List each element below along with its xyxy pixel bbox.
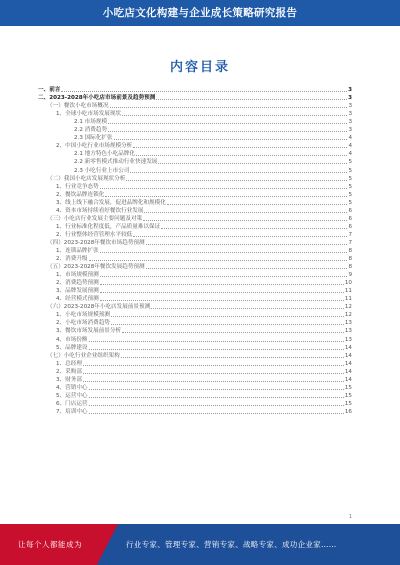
toc-entry[interactable] (38, 165, 352, 173)
toc-entry-text: 2、餐饮品牌连锁化 (56, 191, 105, 198)
toc-entry-text: （七）小吃行业企业组织架构 (47, 352, 120, 359)
toc-entry-page: 5 (348, 199, 352, 206)
toc-entry[interactable] (38, 238, 352, 246)
toc-entry[interactable] (38, 206, 352, 214)
toc-leader-dots (100, 292, 344, 293)
toc-leader-dots (61, 91, 347, 92)
toc-leader-dots (144, 212, 347, 213)
toc-entry-text: 1、全球小吃市场发展现状 (56, 111, 122, 118)
footer-slogan: 让每个人都能成为 (18, 540, 82, 549)
toc-entry-text: 5、运营中心 (56, 392, 88, 399)
toc-leader-dots (83, 373, 344, 374)
toc-entry[interactable] (38, 262, 352, 270)
toc-entry-page: 8 (348, 256, 352, 263)
toc-entry-text: 一、前言 (38, 87, 61, 94)
toc-entry-page: 12 (344, 304, 352, 311)
toc-leader-dots (89, 389, 344, 390)
toc-leader-dots (111, 316, 344, 317)
toc-leader-dots (146, 244, 348, 245)
toc-leader-dots (133, 236, 347, 237)
toc-entry[interactable] (38, 407, 352, 415)
toc-entry[interactable] (38, 190, 352, 198)
toc-entry-text: 5、品牌建设 (56, 344, 88, 351)
toc-entry-text: 3、财务部 (56, 376, 82, 383)
toc-entry-page: 11 (344, 296, 352, 303)
toc-entry[interactable] (38, 286, 352, 294)
toc-title: 内容目录 (169, 60, 230, 75)
toc-entry-page: 14 (344, 352, 352, 359)
toc-entry[interactable] (38, 399, 352, 407)
document-header (0, 0, 400, 26)
toc-entry-page: 15 (344, 400, 352, 407)
toc-entry-page: 5 (348, 159, 352, 166)
toc-entry-page: 15 (344, 392, 352, 399)
toc-entry-page: 6 (348, 215, 352, 222)
toc-leader-dots (100, 284, 344, 285)
toc-entry-page: 5 (348, 175, 352, 182)
toc-entry-text: （三）小吃店行业发展主要问题及对策 (47, 215, 143, 222)
toc-entry-text: 二、2023-2028年小吃店市场前景及趋势预测 (38, 95, 156, 102)
toc-entry[interactable] (38, 294, 352, 302)
toc-entry-text: 1、行业标准化程度低，产品质量难以保证 (56, 223, 161, 230)
toc-entry-page: 14 (344, 344, 352, 351)
toc-entry-page: 15 (344, 384, 352, 391)
toc-entry-text: 2、消费趋势预测 (56, 280, 99, 287)
toc-entry-text: 4、市场份额 (56, 336, 88, 343)
toc-entry[interactable] (38, 278, 352, 286)
toc-leader-dots (108, 131, 347, 132)
toc-leader-dots (143, 220, 347, 221)
toc-leader-dots (146, 268, 348, 269)
toc-entry-page: 3 (348, 87, 352, 94)
toc-leader-dots (108, 123, 347, 124)
toc-entry-text: 4、经营模式预测 (56, 296, 99, 303)
toc-entry-text: 3、餐饮市场发展前景分析 (56, 328, 122, 335)
toc-entry-text: 2、小吃市场消费趋势 (56, 320, 110, 327)
toc-entry[interactable] (38, 133, 352, 141)
toc-leader-dots (161, 228, 347, 229)
toc-leader-dots (122, 332, 344, 333)
toc-entry[interactable] (38, 149, 352, 157)
toc-entry-page: 7 (348, 239, 352, 246)
toc-entry[interactable] (38, 375, 352, 383)
toc-entry[interactable] (38, 157, 352, 165)
toc-leader-dots (130, 172, 347, 173)
toc-entry[interactable] (38, 101, 352, 109)
toc-entry[interactable] (38, 246, 352, 254)
toc-entry-page: 3 (348, 119, 352, 126)
toc-entry[interactable] (38, 391, 352, 399)
document-title: 小吃店文化构建与企业成长策略研究报告 (102, 7, 298, 19)
toc-leader-dots (122, 115, 347, 116)
toc-leader-dots (121, 357, 344, 358)
toc-entry-page: 7 (348, 231, 352, 238)
toc-entry-page: 14 (344, 376, 352, 383)
toc-entry-text: （六）2023-2028年小吃店发展前景预测 (47, 304, 151, 311)
table-of-contents (38, 85, 352, 415)
toc-entry[interactable] (38, 230, 352, 238)
toc-leader-dots (158, 163, 347, 164)
toc-leader-dots (100, 276, 348, 277)
toc-entry[interactable] (38, 343, 352, 351)
toc-entry[interactable] (38, 117, 352, 125)
toc-entry-text: 3、线上线下融合发展，促进品牌化和规模化 (56, 199, 166, 206)
toc-entry-text: 2、消费升级 (56, 256, 88, 263)
toc-entry-page: 14 (344, 360, 352, 367)
toc-leader-dots (111, 324, 344, 325)
toc-entry-page: 3 (348, 103, 352, 110)
toc-leader-dots (89, 260, 348, 261)
toc-entry-text: 2.3 小吃行业上市公司 (74, 167, 130, 174)
toc-entry[interactable] (38, 334, 352, 342)
toc-leader-dots (83, 381, 344, 382)
toc-entry-text: 1、小吃市场规模预测 (56, 312, 110, 319)
toc-entry[interactable] (38, 254, 352, 262)
toc-entry[interactable] (38, 383, 352, 391)
toc-entry-text: （五）2023-2028年餐饮发展趋势预测 (47, 264, 145, 271)
toc-entry-text: （四）2023-2028年餐饮市场趋势预测 (47, 239, 145, 246)
toc-entry[interactable] (38, 270, 352, 278)
toc-entry-text: 2、采购部 (56, 368, 82, 375)
toc-entry-page: 4 (348, 151, 352, 158)
toc-entry-page: 8 (348, 247, 352, 254)
toc-entry-page: 14 (344, 368, 352, 375)
toc-entry-text: 4、资本市场持续看好餐饮行业发展 (56, 207, 144, 214)
toc-entry[interactable] (38, 351, 352, 359)
toc-entry[interactable] (38, 326, 352, 334)
toc-leader-dots (89, 397, 344, 398)
toc-leader-dots (100, 252, 348, 253)
toc-entry-page: 5 (348, 191, 352, 198)
toc-leader-dots (89, 341, 344, 342)
toc-leader-dots (114, 139, 348, 140)
toc-entry-text: （二）我国小吃店发展现状分析 (47, 175, 126, 182)
toc-entry[interactable] (38, 174, 352, 182)
toc-leader-dots (156, 99, 347, 100)
toc-entry[interactable] (38, 310, 352, 318)
toc-leader-dots (89, 349, 344, 350)
toc-entry-text: 3、品牌发展预测 (56, 288, 99, 295)
toc-entry-page: 13 (344, 328, 352, 335)
toc-entry-page: 5 (348, 167, 352, 174)
toc-entry[interactable] (38, 359, 352, 367)
footer-tagline: 行业专家、管理专家、营销专家、战略专家、成功企业家…… (126, 540, 337, 549)
toc-entry-text: 2、中国小吃行业市场规模分析 (56, 143, 133, 150)
toc-entry-page: 4 (348, 135, 352, 142)
toc-leader-dots (89, 413, 344, 414)
toc-leader-dots (83, 365, 344, 366)
toc-entry[interactable] (38, 302, 352, 310)
toc-entry-text: 2.2 新零售模式推动行业快速发展 (74, 159, 158, 166)
toc-entry[interactable] (38, 367, 352, 375)
toc-leader-dots (133, 147, 347, 148)
toc-entry[interactable] (38, 318, 352, 326)
toc-leader-dots (167, 204, 348, 205)
toc-entry[interactable] (38, 222, 352, 230)
toc-entry[interactable] (38, 214, 352, 222)
toc-entry[interactable] (38, 93, 352, 101)
toc-leader-dots (136, 155, 347, 156)
toc-entry-page: 6 (348, 207, 352, 214)
toc-entry[interactable] (38, 109, 352, 117)
toc-entry[interactable] (38, 125, 352, 133)
toc-entry-page: 6 (348, 223, 352, 230)
toc-entry-text: 2.1 地方特色小吃品牌化 (74, 151, 136, 158)
toc-entry-page: 16 (344, 408, 352, 415)
toc-entry-text: 1、行业竞争态势 (56, 183, 99, 190)
toc-entry-page: 11 (344, 288, 352, 295)
toc-entry[interactable] (38, 182, 352, 190)
toc-entry-text: 6、门店运营 (56, 400, 88, 407)
toc-entry-page: 4 (348, 143, 352, 150)
toc-entry-page: 5 (348, 183, 352, 190)
toc-entry-page: 13 (344, 336, 352, 343)
toc-leader-dots (105, 196, 347, 197)
toc-entry-text: 4、营销中心 (56, 384, 88, 391)
toc-entry-page: 8 (348, 264, 352, 271)
toc-entry-page: 3 (348, 95, 352, 102)
toc-entry-text: 1、连锁品牌扩张 (56, 247, 99, 254)
toc-entry-page: 13 (344, 320, 352, 327)
toc-leader-dots (89, 405, 344, 406)
toc-leader-dots (151, 308, 344, 309)
footer-banner (0, 524, 400, 565)
toc-leader-dots (100, 188, 348, 189)
toc-leader-dots (110, 107, 348, 108)
toc-entry-page: 12 (344, 312, 352, 319)
toc-entry-text: 1、总经理 (56, 360, 82, 367)
toc-entry-text: 2.3 国际化扩张 (74, 135, 113, 142)
toc-entry-text: 1、市场规模预测 (56, 272, 99, 279)
page-number: 1 (348, 514, 352, 520)
toc-entry-text: （一）餐饮小吃市场概况 (47, 103, 109, 110)
toc-entry[interactable] (38, 141, 352, 149)
toc-entry-text: 2、行业整体经营管理水平较低 (56, 231, 133, 238)
toc-entry-page: 3 (348, 127, 352, 134)
toc-leader-dots (100, 300, 344, 301)
toc-entry-page: 9 (348, 272, 352, 279)
toc-leader-dots (126, 180, 347, 181)
toc-entry-page: 10 (344, 280, 352, 287)
toc-entry-text: 2.1 市场规模 (74, 119, 108, 126)
toc-entry-text: 2.2 消费趋势 (74, 127, 108, 134)
toc-entry-page: 3 (348, 111, 352, 118)
toc-entry-text: 7、培训中心 (56, 408, 88, 415)
toc-entry[interactable] (38, 198, 352, 206)
toc-entry[interactable] (38, 85, 352, 93)
